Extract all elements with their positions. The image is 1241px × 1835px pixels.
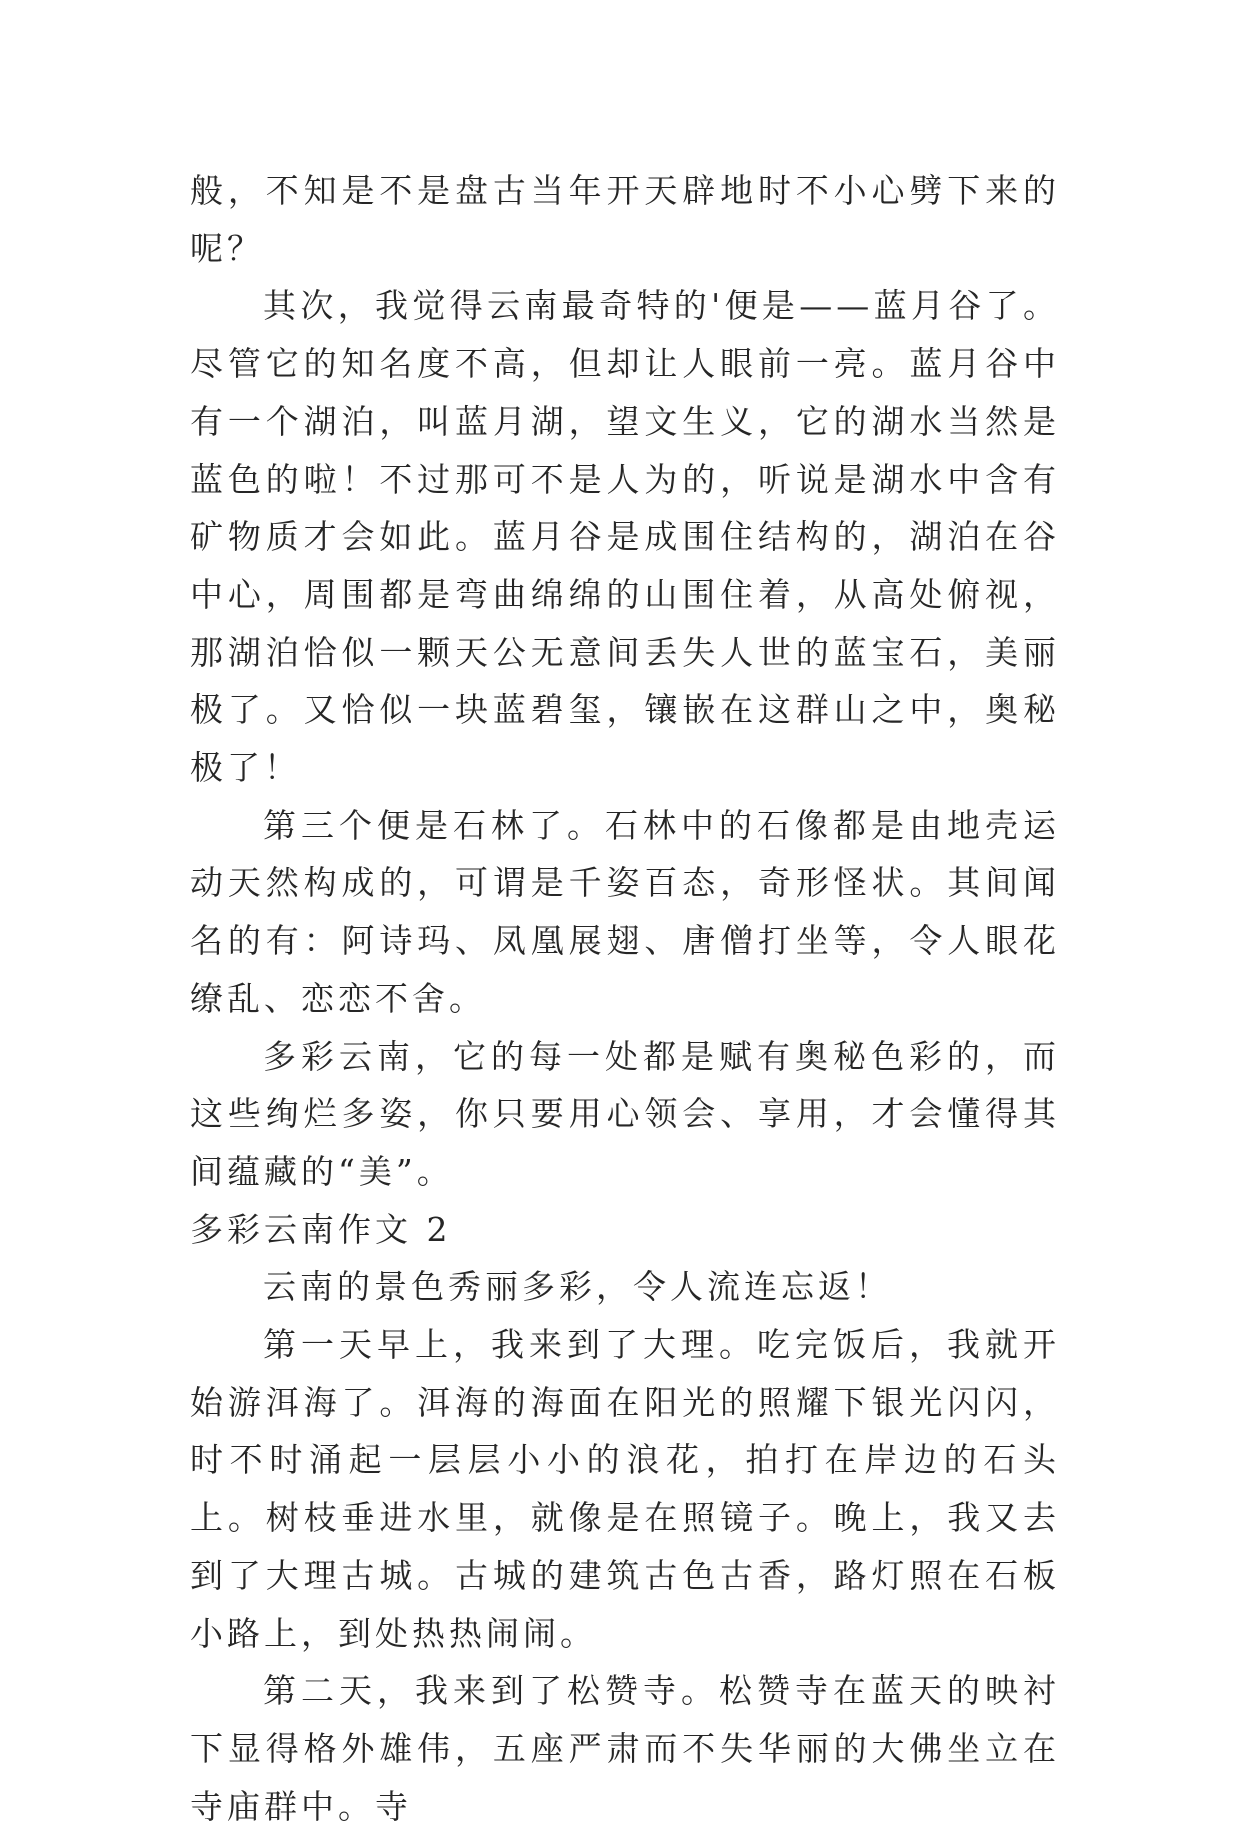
paragraph: 多彩云南，它的每一处都是赋有奥秘色彩的，而这些绚烂多姿，你只要用心领会、享用，才会懂得其间蕴藏的“美”。 <box>190 1036 1060 1191</box>
paragraph: 其次，我觉得云南最奇特的'便是——蓝月谷了。尽管它的知名度不高，但却让人眼前一亮。蓝月谷中有一个湖泊，叫蓝月湖，望文生义，它的湖水当然是蓝色的啦！不过那可不是人为的，听说是湖水中含有矿物质才会如此。蓝月谷是成围住结构的，湖泊在谷中心，周围都是弯曲绵绵的山围住着，从高处俯视，那湖泊恰似一颗天公无意间丢失人世的蓝宝石，美丽极了。又恰似一块蓝碧玺，镶嵌在这群山之中，奥秘极了！ <box>190 286 1060 788</box>
document-body <box>190 162 1060 1835</box>
paragraph: 云南的景色秀丽多彩，令人流连忘返！ <box>263 1267 892 1307</box>
paragraph: 般，不知是不是盘古当年开天辟地时不小心劈下来的呢？ <box>190 171 1060 268</box>
paragraph: 第二天，我来到了松赞寺。松赞寺在蓝天的映衬下显得格外雄伟，五座严肃而不失华丽的大佛坐立在寺庙群中。寺 <box>190 1671 1060 1826</box>
section-heading: 多彩云南作文 2 <box>190 1209 452 1249</box>
paragraph: 第一天早上，我来到了大理。吃完饭后，我就开始游洱海了。洱海的海面在阳光的照耀下银光闪闪，时不时涌起一层层小小的浪花，拍打在岸边的石头上。树枝垂进水里，就像是在照镜子。晚上，我又去到了大理古城。古城的建筑古色古香，路灯照在石板小路上，到处热热闹闹。 <box>190 1325 1060 1653</box>
paragraph: 第三个便是石林了。石林中的石像都是由地壳运动天然构成的，可谓是千姿百态，奇形怪状。其间闻名的有：阿诗玛、凤凰展翅、唐僧打坐等，令人眼花缭乱、恋恋不舍。 <box>190 805 1060 1018</box>
